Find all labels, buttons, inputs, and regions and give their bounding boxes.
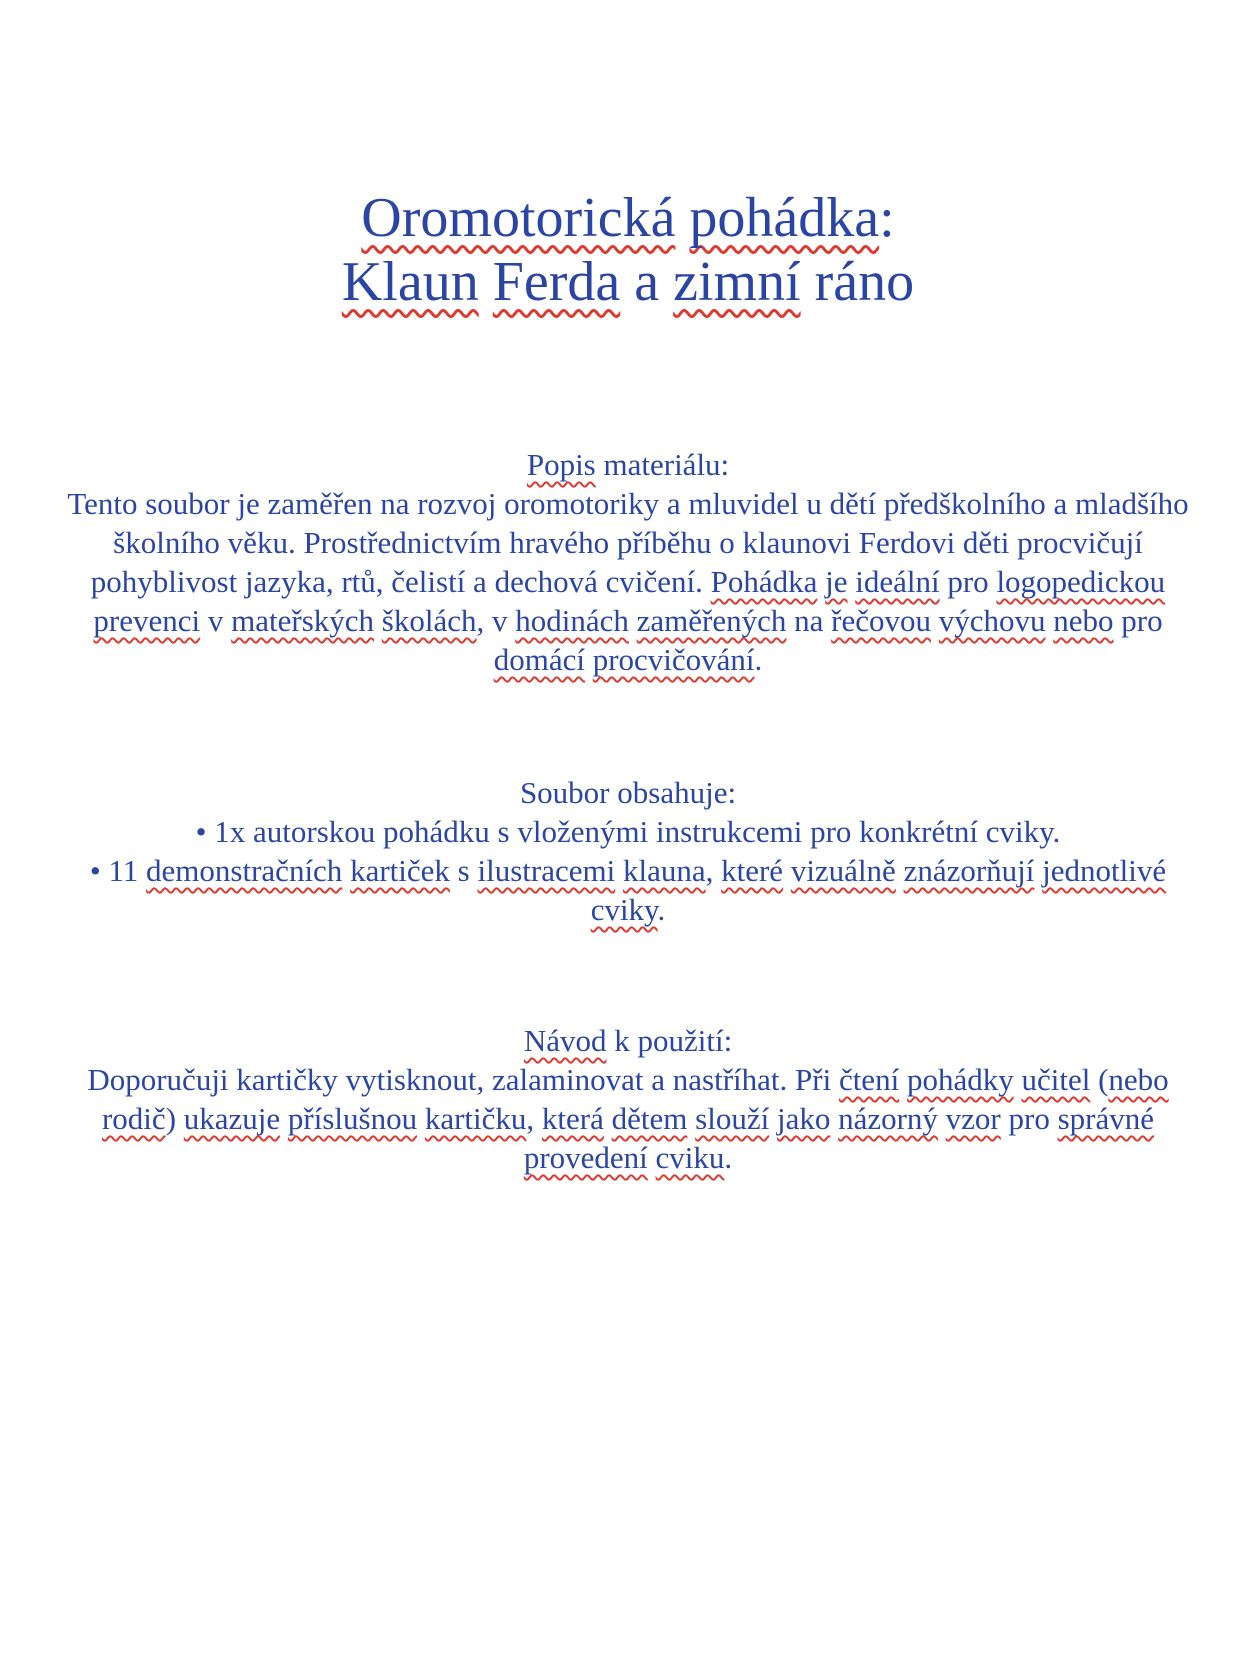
text-run [585, 642, 593, 677]
misspelled-word: učitel [1021, 1062, 1091, 1097]
text-run: • 11 [89, 853, 147, 888]
text-run: pro [1113, 603, 1163, 638]
misspelled-word: cviky [590, 892, 658, 927]
misspelled-word: demonstračních [146, 853, 343, 888]
misspelled-word: která [541, 1101, 604, 1136]
misspelled-word: které [721, 853, 784, 888]
text-run: ráno [800, 251, 915, 313]
misspelled-word: Ferda [492, 251, 621, 313]
misspelled-word: správné [1057, 1101, 1154, 1136]
misspelled-word: řečovou [831, 603, 931, 638]
misspelled-word: je [825, 564, 848, 599]
text-run [675, 187, 689, 249]
text-run: k použití: [606, 1023, 733, 1058]
misspelled-word: hodinách [515, 603, 629, 638]
text-run [1034, 853, 1042, 888]
text-run [687, 1101, 695, 1136]
misspelled-word: logopedickou [996, 564, 1166, 599]
text-run: materiálu: [595, 447, 730, 482]
text-run [783, 853, 791, 888]
text-run: . [754, 642, 763, 677]
text-run [374, 603, 382, 638]
contents-item-story [60, 812, 1196, 851]
misspelled-word: ideální [855, 564, 940, 599]
text-run: pro [1000, 1101, 1058, 1136]
text-run [817, 564, 825, 599]
misspelled-word: nebo [1053, 603, 1114, 638]
misspelled-word: nebo [1108, 1062, 1169, 1097]
misspelled-word: ukazuje [183, 1101, 281, 1136]
text-run [604, 1101, 612, 1136]
text-run: • 1x autorskou pohádku s vloženými instrukcemi pro konkrétní cviky. [195, 814, 1061, 849]
misspelled-word: Klaun [341, 251, 479, 313]
misspelled-word: prevenci [93, 603, 201, 638]
text-run [648, 1140, 656, 1175]
text-run [417, 1101, 425, 1136]
text-run: . [657, 892, 666, 927]
text-run [342, 853, 350, 888]
description-heading [60, 445, 1196, 484]
text-run: ) [165, 1101, 184, 1136]
misspelled-word: domácí [493, 642, 585, 677]
misspelled-word: pohádka [689, 187, 880, 249]
text-run: s [449, 853, 478, 888]
text-run: Doporučuji kartičky vytisknout, zalaminovat a nastříhat. Při [87, 1062, 839, 1097]
misspelled-word: zaměřených [636, 603, 787, 638]
misspelled-word: vzor [945, 1101, 1001, 1136]
text-run [896, 853, 904, 888]
text-run: Tento soubor je zaměřen na rozvoj oromotoriky a mluvidel u dětí předškolního a mladšího školního věku. Prostřednictvím hravého příběhu o klaunovi Ferdovi děti procvičují pohyblivost jazyka, rtů, čelistí a dechová cvičení. [67, 486, 1189, 599]
text-run [479, 251, 493, 313]
misspelled-word: jako [776, 1101, 831, 1136]
misspelled-word: kartiček [350, 853, 450, 888]
text-run: , [705, 853, 722, 888]
text-run [830, 1101, 838, 1136]
text-run [615, 853, 623, 888]
instructions-section [60, 1021, 1196, 1177]
misspelled-word: školách [381, 603, 477, 638]
text-run [899, 1062, 907, 1097]
text-run [629, 603, 637, 638]
document-title [60, 186, 1196, 314]
description-body [60, 484, 1196, 679]
instructions-heading [60, 1021, 1196, 1060]
misspelled-word: pohádky [906, 1062, 1014, 1097]
title-line-2 [60, 250, 1196, 314]
misspelled-word: Popis [526, 447, 596, 482]
text-run: a [620, 251, 674, 313]
title-line-1 [60, 186, 1196, 250]
misspelled-word: klauna [622, 853, 706, 888]
text-run [280, 1101, 288, 1136]
text-run: , [526, 1101, 542, 1136]
misspelled-word: dětem [611, 1101, 688, 1136]
contents-heading [60, 773, 1196, 812]
text-run [931, 603, 939, 638]
misspelled-word: Návod [523, 1023, 607, 1058]
text-run: . [724, 1140, 733, 1175]
description-section [60, 445, 1196, 679]
text-run: v [200, 603, 232, 638]
misspelled-word: Oromotorická [361, 187, 676, 249]
misspelled-word: provedení [523, 1140, 648, 1175]
text-run [938, 1101, 946, 1136]
text-run [769, 1101, 777, 1136]
misspelled-word: ilustracemi [477, 853, 616, 888]
text-run: na [786, 603, 832, 638]
text-run: Soubor obsahuje: [519, 775, 737, 810]
misspelled-word: jednotlivé [1042, 853, 1167, 888]
misspelled-word: Pohádka [710, 564, 818, 599]
misspelled-word: příslušnou [287, 1101, 418, 1136]
misspelled-word: čtení [838, 1062, 900, 1097]
misspelled-word: rodič [101, 1101, 166, 1136]
misspelled-word: znázorňují [903, 853, 1035, 888]
text-run: ( [1090, 1062, 1109, 1097]
misspelled-word: procvičování [592, 642, 755, 677]
misspelled-word: zimní [673, 251, 801, 313]
contents-item-cards [60, 851, 1196, 929]
text-run: pro [939, 564, 997, 599]
text-run: , v [476, 603, 516, 638]
text-run: : [879, 187, 895, 249]
misspelled-word: cviku [655, 1140, 725, 1175]
misspelled-word: názorný [838, 1101, 938, 1136]
misspelled-word: kartičku [424, 1101, 527, 1136]
instructions-body [60, 1060, 1196, 1177]
misspelled-word: mateřských [231, 603, 375, 638]
contents-section [60, 773, 1196, 929]
misspelled-word: vizuálně [790, 853, 896, 888]
misspelled-word: slouží [695, 1101, 770, 1136]
misspelled-word: výchovu [938, 603, 1046, 638]
